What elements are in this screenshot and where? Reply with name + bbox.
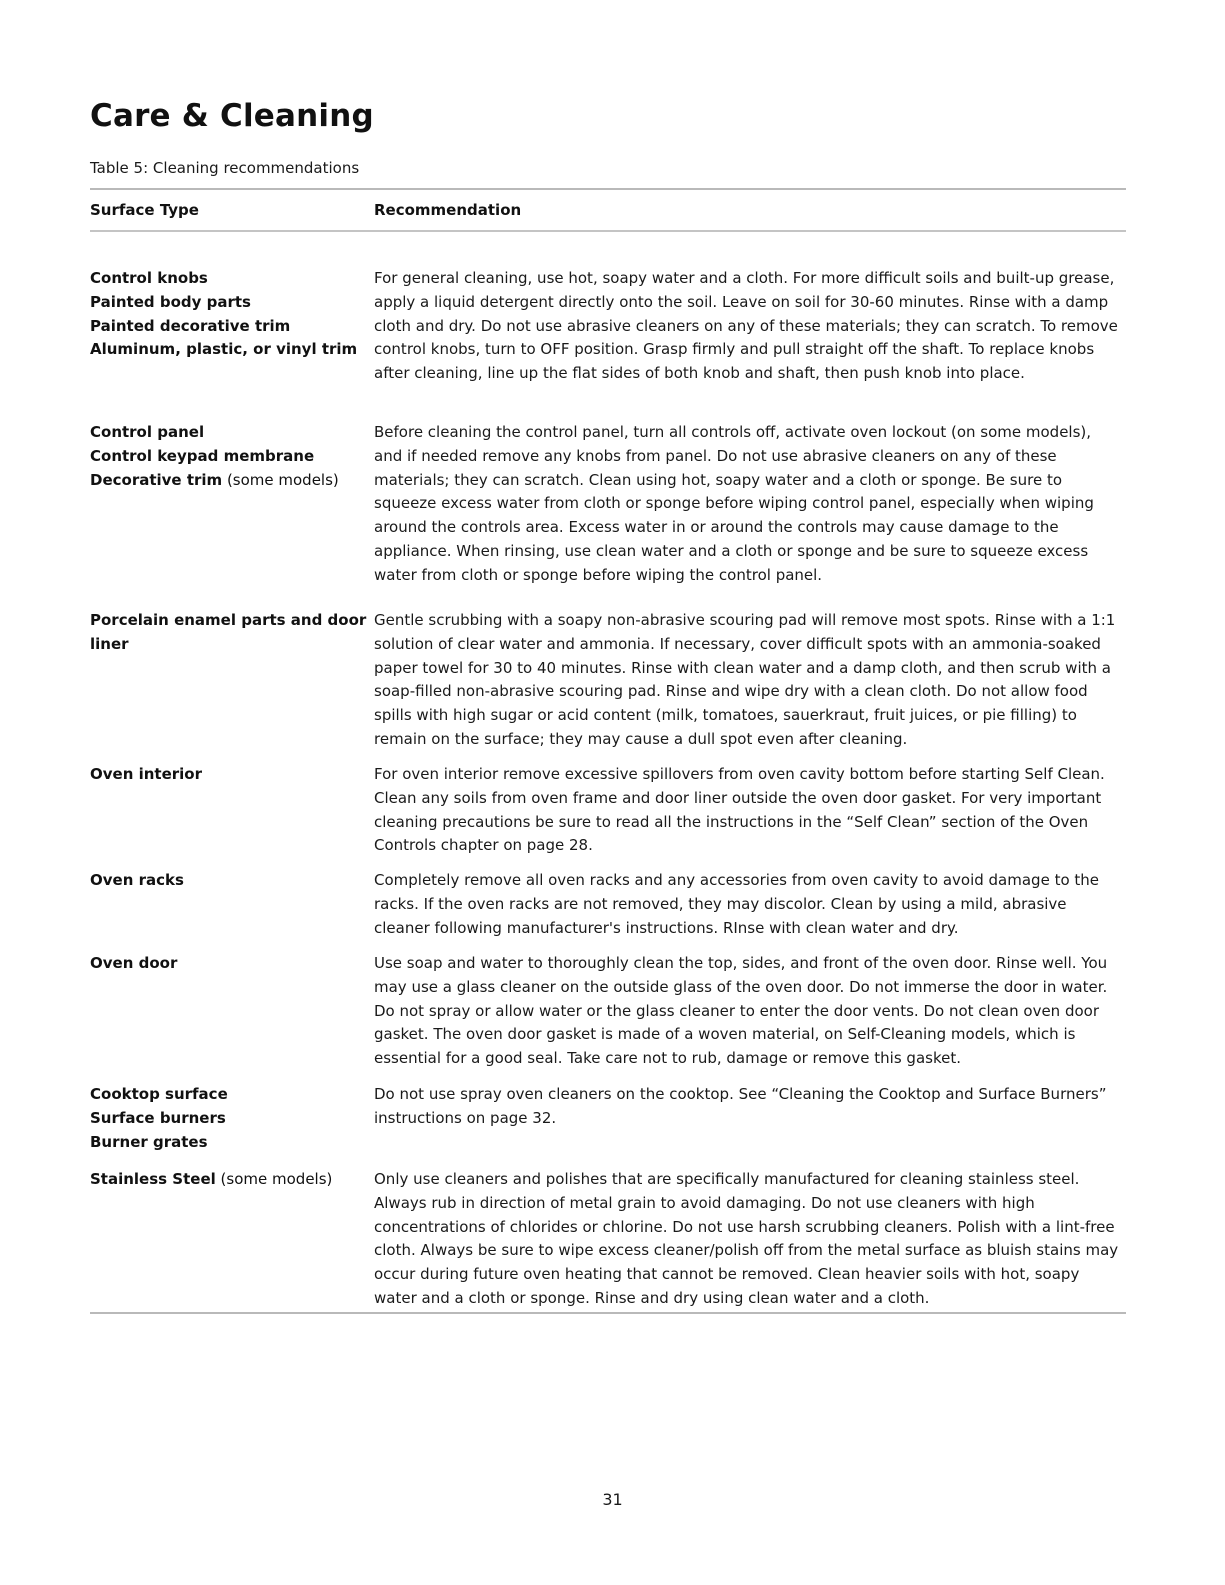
surface-type-item <box>90 445 374 469</box>
table-row <box>90 952 1126 1071</box>
surface-type-item <box>90 952 374 976</box>
surface-type-item <box>90 1083 374 1107</box>
page-number: 31 <box>602 1490 623 1509</box>
table-row <box>90 869 1126 940</box>
table-row <box>90 267 1126 386</box>
recommendation-cell: Do not use spray oven cleaners on the cooktop. See “Cleaning the Cooktop and Surface Burners” instructions on page 32. <box>374 1085 1107 1127</box>
recommendation-cell: Only use cleaners and polishes that are specifically manufactured for cleaning stainless steel. Always rub in direction of metal grain to avoid damaging. Do not use cleaners with high concentrations of chlorides or chlorine. Do not use harsh scrubbing cleaners. Polish with a lint-free cloth. Always be sure to wipe excess cleaner/polish off from the metal surface as bluish stains may occur during future oven heating that cannot be removed. Clean heavier soils with hot, soapy water and a cloth or sponge. Rinse and dry using clean water and a cloth. <box>374 1170 1119 1307</box>
surface-type-item <box>90 469 374 493</box>
surface-type-item <box>90 421 374 445</box>
recommendation-cell: Before cleaning the control panel, turn all controls off, activate oven lockout (on some models), and if needed remove any knobs from panel. Do not use abrasive cleaners on any of these materials; they can scratch. Clean using hot, soapy water and a cloth or sponge. Be sure to squeeze excess water from cloth or sponge before wiping control panel, especially when wiping around the controls area. Excess water in or around the controls may cause damage to the appliance. When rinsing, use clean water and a cloth or sponge and be sure to squeeze excess water from cloth or sponge before wiping the control panel. <box>374 423 1094 584</box>
table-row <box>90 609 1126 752</box>
surface-type-item <box>90 869 374 893</box>
surface-type-item <box>90 1107 374 1131</box>
surface-type-label: Oven interior <box>90 765 203 783</box>
table-row <box>90 421 1126 588</box>
recommendation-cell: For general cleaning, use hot, soapy water and a cloth. For more difficult soils and built-up grease, apply a liquid detergent directly onto the soil. Leave on soil for 30-60 minutes. Rinse with a damp cloth and dry. Do not use abrasive cleaners on any of these materials; they can scratch. To remove control knobs, turn to OFF position. Grasp firmly and pull straight off the shaft. To replace knobs after cleaning, line up the flat sides of both knob and shaft, then push knob into place. <box>374 269 1118 383</box>
surface-type-cell <box>90 869 374 893</box>
surface-type-label: Oven door <box>90 954 178 972</box>
surface-type-label: Stainless Steel <box>90 1170 216 1188</box>
recommendation-cell: Use soap and water to thoroughly clean the top, sides, and front of the oven door. Rinse well. You may use a glass cleaner on the outside glass of the oven door. Do not immerse the door in water. Do not spray or allow water or the glass cleaner to enter the door vents. Do not clean oven door gasket. The oven door gasket is made of a woven material, on Self-Cleaning models, which is essential for a good seal. Take care not to rub, damage or remove this gasket. <box>374 954 1108 1068</box>
surface-type-label: Painted decorative trim <box>90 316 291 335</box>
surface-type-label: Cooktop surface <box>90 1085 228 1103</box>
surface-type-cell <box>90 952 374 976</box>
surface-type-label: Porcelain enamel parts and door liner <box>90 611 367 653</box>
surface-type-label: Control panel <box>90 423 205 441</box>
recommendation-cell: Gentle scrubbing with a soapy non-abrasive scouring pad will remove most spots. Rinse with a 1:1 solution of clear water and ammonia. If necessary, cover difficult spots with an ammonia-soaked paper towel for 30 to 40 minutes. Rinse with clean water and a damp cloth, and then scrub with a soap-filled non-abrasive scouring pad. Rinse and wipe dry with a clean cloth. Do not allow food spills with high sugar or acid content (milk, tomatoes, sauerkraut, fruit juices, or pie filling) to remain on the surface; they may cause a dull spot even after cleaning. <box>374 611 1116 748</box>
table-row <box>90 1083 1126 1154</box>
surface-type-item <box>90 763 374 787</box>
surface-type-label: Burner grates <box>90 1132 208 1151</box>
surface-type-label: Aluminum, plastic, or vinyl trim <box>90 340 358 359</box>
surface-type-item <box>90 291 374 315</box>
surface-type-cell <box>90 763 374 787</box>
surface-type-label: Decorative trim <box>90 470 223 489</box>
table-row <box>90 1168 1126 1311</box>
surface-type-item <box>90 315 374 339</box>
surface-type-qualifier: (some models) <box>222 470 339 489</box>
surface-type-label: Control keypad membrane <box>90 446 315 465</box>
surface-type-header: Surface Type <box>90 201 199 219</box>
surface-type-item <box>90 267 374 291</box>
surface-type-label: Oven racks <box>90 871 184 889</box>
surface-type-cell <box>90 1168 374 1192</box>
table-row <box>90 763 1126 858</box>
surface-type-cell <box>90 267 374 362</box>
surface-type-item <box>90 338 374 362</box>
table-body <box>90 232 1126 1312</box>
surface-type-label: Control knobs <box>90 269 208 287</box>
surface-type-label: Painted body parts <box>90 292 251 311</box>
surface-type-qualifier: (some models) <box>215 1170 333 1188</box>
recommendation-header: Recommendation <box>374 201 522 219</box>
table-header-row <box>90 190 1126 232</box>
surface-type-item <box>90 1131 374 1155</box>
surface-type-cell <box>90 421 374 492</box>
recommendation-cell: For oven interior remove excessive spillovers from oven cavity bottom before starting Self Clean. Clean any soils from oven frame and door liner outside the oven door gasket. For very important cleaning precautions be sure to read all the instructions in the “Self Clean” section of the Oven Controls chapter on page 28. <box>374 765 1105 855</box>
page-title: Care & Cleaning <box>90 98 374 134</box>
surface-type-item <box>90 609 374 657</box>
table-caption: Table 5: Cleaning recommendations <box>90 159 360 177</box>
surface-type-cell <box>90 1083 374 1154</box>
surface-type-item <box>90 1168 374 1192</box>
cleaning-recommendations-table <box>90 188 1126 1314</box>
surface-type-cell <box>90 609 374 657</box>
recommendation-cell: Completely remove all oven racks and any accessories from oven cavity to avoid damage to the racks. If the oven racks are not removed, they may discolor. Clean by using a mild, abrasive cleaner following manufacturer's instructions. RInse with clean water and dry. <box>374 871 1100 937</box>
surface-type-label: Surface burners <box>90 1108 226 1127</box>
